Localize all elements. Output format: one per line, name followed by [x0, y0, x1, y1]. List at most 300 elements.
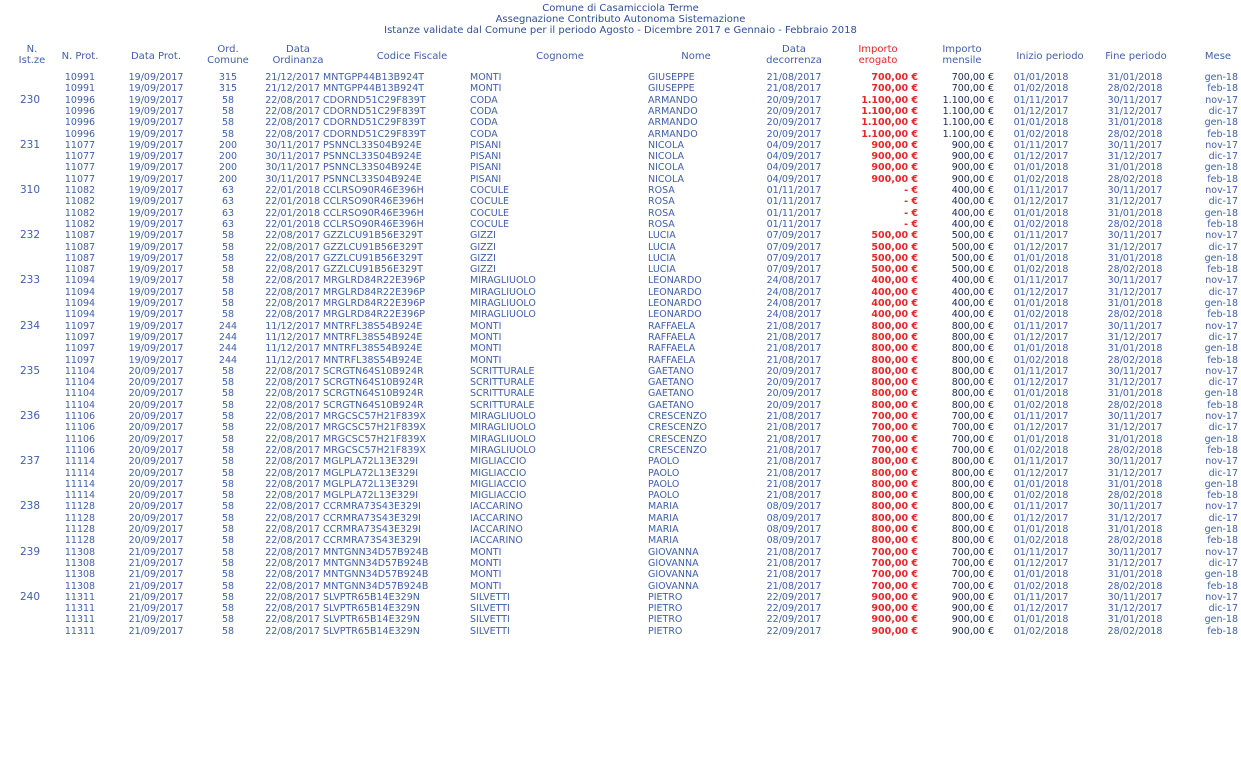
cell-n-prot: 11077: [64, 173, 96, 185]
cell-inizio-periodo: 01/12/2017: [1013, 512, 1069, 524]
cell-importo-mensile: 800,00 €: [951, 320, 994, 332]
cell-fine-periodo: 31/12/2017: [1107, 331, 1163, 343]
cell-inizio-periodo: 01/01/2018: [1013, 298, 1069, 309]
cell-data-ordinanza: 22/08/2017: [265, 433, 320, 445]
cell-cognome: GIZZI: [470, 230, 496, 242]
cell-fine-periodo: 31/01/2018: [1107, 252, 1163, 264]
cell-nome: RAFFAELA: [648, 343, 696, 355]
table-row: [0, 117, 1241, 128]
table-header: [0, 44, 1241, 72]
cell-n-istanza: 240: [19, 590, 41, 603]
cell-importo-erogato: 700,00 €: [871, 546, 918, 558]
cell-data-prot: 20/09/2017: [128, 377, 184, 389]
header-data-decorrenza-line2: decorrenza: [766, 55, 822, 66]
table-row: [0, 309, 1241, 320]
cell-data-prot: 20/09/2017: [128, 444, 184, 456]
cell-n-istanza: 232: [19, 229, 41, 242]
cell-n-prot: 10996: [64, 128, 96, 140]
cell-fine-periodo: 31/01/2018: [1107, 433, 1163, 445]
cell-cognome: MIRAGLIUOLO: [470, 298, 536, 309]
cell-codice-fiscale: PSNNCL33S04B924E: [323, 139, 422, 151]
cell-ord-comune: 63: [221, 207, 235, 219]
cell-ord-comune: 63: [221, 196, 235, 208]
cell-nome: CRESCENZO: [648, 411, 707, 422]
cell-inizio-periodo: 01/12/2017: [1013, 286, 1069, 298]
cell-ord-comune: 63: [221, 218, 235, 230]
cell-importo-erogato: 800,00 €: [871, 490, 918, 502]
cell-codice-fiscale: SLVPTR65B14E329N: [323, 591, 420, 603]
table-row: [0, 140, 1241, 151]
cell-cognome: MONTI: [470, 72, 502, 83]
cell-ord-comune: 200: [218, 151, 238, 163]
cell-importo-mensile: 700,00 €: [951, 422, 994, 434]
table-row: [0, 230, 1241, 241]
cell-codice-fiscale: MRGLRD84R22E396P: [323, 298, 426, 309]
cell-data-decorrenza: 21/08/2017: [766, 580, 822, 592]
cell-nome: GIOVANNA: [648, 569, 699, 581]
cell-codice-fiscale: MNTRFL38S54B924E: [323, 354, 423, 366]
cell-mese: feb-18: [1207, 173, 1238, 185]
cell-ord-comune: 58: [221, 298, 235, 309]
cell-data-ordinanza: 22/08/2017: [265, 241, 320, 253]
cell-fine-periodo: 28/02/2018: [1107, 309, 1163, 321]
cell-n-prot: 11082: [64, 185, 96, 196]
header-n-istanze-line2: Ist.ze: [18, 55, 46, 66]
cell-codice-fiscale: MNTGPP44B13B924T: [323, 83, 425, 95]
cell-codice-fiscale: SCRGTN64S10B924R: [323, 388, 424, 400]
table-row: [0, 264, 1241, 275]
cell-inizio-periodo: 01/02/2018: [1013, 354, 1069, 366]
cell-data-prot: 19/09/2017: [128, 207, 184, 219]
cell-data-ordinanza: 22/08/2017: [265, 490, 320, 502]
cell-codice-fiscale: MRGLRD84R22E396P: [323, 275, 426, 287]
header-ord-comune-line2: Comune: [207, 55, 249, 66]
cell-ord-comune: 58: [221, 467, 235, 479]
cell-importo-mensile: 800,00 €: [951, 501, 994, 513]
cell-data-decorrenza: 21/08/2017: [766, 456, 822, 468]
cell-fine-periodo: 28/02/2018: [1107, 580, 1163, 592]
cell-ord-comune: 58: [221, 444, 235, 456]
header-fine-periodo: Fine periodo: [1105, 51, 1167, 62]
cell-data-decorrenza: 20/09/2017: [766, 94, 822, 106]
cell-importo-erogato: 900,00 €: [871, 151, 918, 163]
cell-codice-fiscale: MRGLRD84R22E396P: [323, 286, 426, 298]
cell-nome: RAFFAELA: [648, 331, 696, 343]
cell-data-decorrenza: 24/08/2017: [766, 286, 822, 298]
cell-ord-comune: 58: [221, 388, 235, 400]
cell-inizio-periodo: 01/01/2018: [1013, 614, 1069, 626]
cell-nome: PAOLO: [648, 478, 680, 490]
cell-nome: LEONARDO: [648, 309, 702, 321]
cell-n-prot: 11094: [64, 286, 96, 298]
cell-n-prot: 11087: [64, 241, 96, 253]
cell-mese: feb-18: [1207, 625, 1238, 637]
cell-data-prot: 19/09/2017: [128, 151, 184, 163]
table-row: [0, 219, 1241, 230]
cell-importo-erogato: - €: [904, 185, 918, 196]
cell-inizio-periodo: 01/01/2018: [1013, 207, 1069, 219]
cell-n-prot: 11308: [64, 580, 96, 592]
cell-n-prot: 11077: [64, 151, 96, 163]
cell-cognome: CODA: [470, 105, 498, 117]
cell-data-decorrenza: 21/08/2017: [766, 490, 822, 502]
cell-nome: NICOLA: [648, 151, 685, 163]
cell-data-ordinanza: 22/08/2017: [265, 512, 320, 524]
cell-ord-comune: 58: [221, 264, 235, 276]
cell-n-prot: 11087: [64, 264, 96, 276]
table-row: [0, 581, 1241, 592]
cell-n-prot: 11087: [64, 230, 96, 242]
cell-importo-erogato: 1.100,00 €: [861, 105, 918, 117]
table-row: [0, 321, 1241, 332]
cell-data-decorrenza: 08/09/2017: [766, 535, 822, 547]
cell-inizio-periodo: 01/11/2017: [1013, 411, 1069, 422]
cell-inizio-periodo: 01/11/2017: [1013, 94, 1069, 106]
cell-data-prot: 21/09/2017: [128, 569, 184, 581]
cell-cognome: MIRAGLIUOLO: [470, 275, 536, 287]
cell-codice-fiscale: CCLRSO90R46E396H: [323, 207, 424, 219]
cell-inizio-periodo: 01/11/2017: [1013, 501, 1069, 513]
cell-nome: PIETRO: [648, 591, 683, 603]
cell-cognome: MONTI: [470, 320, 502, 332]
cell-n-prot: 11311: [64, 614, 96, 626]
cell-importo-mensile: 700,00 €: [951, 569, 994, 581]
cell-fine-periodo: 30/11/2017: [1107, 591, 1163, 603]
cell-n-prot: 11087: [64, 252, 96, 264]
table-row: [0, 388, 1241, 399]
cell-data-ordinanza: 22/08/2017: [265, 377, 320, 389]
cell-importo-erogato: 700,00 €: [871, 422, 918, 434]
cell-mese: gen-18: [1204, 614, 1238, 626]
cell-codice-fiscale: MNTGNN34D57B924B: [323, 569, 429, 581]
table-row: [0, 242, 1241, 253]
cell-fine-periodo: 31/01/2018: [1107, 117, 1163, 129]
cell-mese: dic-17: [1208, 557, 1238, 569]
cell-codice-fiscale: SCRGTN64S10B924R: [323, 399, 424, 411]
table-row: [0, 196, 1241, 207]
cell-inizio-periodo: 01/02/2018: [1013, 83, 1069, 95]
cell-codice-fiscale: SLVPTR65B14E329N: [323, 614, 420, 626]
table-row: [0, 501, 1241, 512]
cell-ord-comune: 58: [221, 399, 235, 411]
cell-data-prot: 19/09/2017: [128, 72, 184, 83]
cell-data-ordinanza: 22/01/2018: [265, 185, 320, 196]
table-row: [0, 72, 1241, 83]
cell-inizio-periodo: 01/11/2017: [1013, 275, 1069, 287]
cell-cognome: MONTI: [470, 354, 502, 366]
cell-fine-periodo: 31/01/2018: [1107, 162, 1163, 174]
cell-importo-erogato: 800,00 €: [871, 535, 918, 547]
cell-importo-mensile: 800,00 €: [951, 524, 994, 535]
table-row: [0, 208, 1241, 219]
cell-data-decorrenza: 21/08/2017: [766, 422, 822, 434]
header-codice-fiscale: Codice Fiscale: [376, 51, 448, 62]
table-row: [0, 547, 1241, 558]
cell-importo-mensile: 700,00 €: [951, 433, 994, 445]
cell-mese: feb-18: [1207, 309, 1238, 321]
cell-mese: nov-17: [1205, 94, 1238, 106]
cell-fine-periodo: 30/11/2017: [1107, 546, 1163, 558]
cell-cognome: COCULE: [470, 196, 509, 208]
report-title-block: [0, 3, 1241, 36]
cell-importo-mensile: 800,00 €: [951, 535, 994, 547]
cell-data-prot: 19/09/2017: [128, 286, 184, 298]
cell-ord-comune: 63: [221, 185, 235, 196]
cell-n-istanza: 234: [19, 319, 41, 332]
cell-data-prot: 20/09/2017: [128, 501, 184, 513]
cell-fine-periodo: 30/11/2017: [1107, 320, 1163, 332]
cell-codice-fiscale: CDORND51C29F839T: [323, 94, 426, 106]
cell-data-decorrenza: 21/08/2017: [766, 546, 822, 558]
cell-data-ordinanza: 22/08/2017: [265, 309, 320, 321]
cell-nome: GAETANO: [648, 365, 695, 377]
report-title-subject: Assegnazione Contributo Autonoma Sistemazione: [495, 14, 746, 25]
cell-importo-erogato: 800,00 €: [871, 377, 918, 389]
cell-importo-erogato: 800,00 €: [871, 320, 918, 332]
cell-cognome: CODA: [470, 117, 498, 129]
cell-nome: LUCIA: [648, 241, 676, 253]
cell-cognome: COCULE: [470, 207, 509, 219]
cell-mese: gen-18: [1204, 524, 1238, 535]
cell-data-ordinanza: 22/08/2017: [265, 625, 320, 637]
cell-n-prot: 11082: [64, 218, 96, 230]
cell-nome: CRESCENZO: [648, 422, 707, 434]
table-row: [0, 400, 1241, 411]
table-row: [0, 366, 1241, 377]
cell-importo-mensile: 800,00 €: [951, 399, 994, 411]
cell-fine-periodo: 28/02/2018: [1107, 444, 1163, 456]
cell-inizio-periodo: 01/12/2017: [1013, 422, 1069, 434]
cell-codice-fiscale: SLVPTR65B14E329N: [323, 625, 420, 637]
cell-nome: NICOLA: [648, 173, 685, 185]
cell-inizio-periodo: 01/11/2017: [1013, 591, 1069, 603]
cell-data-decorrenza: 21/08/2017: [766, 557, 822, 569]
cell-importo-erogato: 900,00 €: [871, 162, 918, 174]
header-n-prot: N. Prot.: [61, 51, 99, 62]
header-importo-erogato-line2: erogato: [858, 55, 898, 66]
cell-codice-fiscale: MNTGNN34D57B924B: [323, 557, 429, 569]
cell-data-ordinanza: 22/08/2017: [265, 411, 320, 422]
cell-data-decorrenza: 21/08/2017: [766, 354, 822, 366]
cell-inizio-periodo: 01/12/2017: [1013, 105, 1069, 117]
cell-importo-mensile: 1.100,00 €: [942, 105, 994, 117]
cell-fine-periodo: 28/02/2018: [1107, 535, 1163, 547]
cell-n-prot: 11104: [64, 399, 96, 411]
cell-importo-mensile: 900,00 €: [951, 603, 994, 615]
cell-cognome: MIGLIACCIO: [470, 467, 527, 479]
cell-cognome: SILVETTI: [470, 625, 510, 637]
cell-importo-mensile: 400,00 €: [951, 185, 994, 196]
table-row: [0, 174, 1241, 185]
cell-importo-erogato: 900,00 €: [871, 173, 918, 185]
cell-nome: RAFFAELA: [648, 320, 696, 332]
cell-ord-comune: 58: [221, 490, 235, 502]
cell-ord-comune: 244: [218, 343, 238, 355]
cell-mese: nov-17: [1205, 230, 1238, 242]
cell-mese: gen-18: [1204, 343, 1238, 355]
cell-data-decorrenza: 24/08/2017: [766, 275, 822, 287]
cell-fine-periodo: 28/02/2018: [1107, 264, 1163, 276]
cell-mese: feb-18: [1207, 354, 1238, 366]
cell-importo-mensile: 900,00 €: [951, 151, 994, 163]
cell-cognome: COCULE: [470, 185, 509, 196]
cell-mese: gen-18: [1204, 252, 1238, 264]
table-row: [0, 535, 1241, 546]
cell-importo-mensile: 500,00 €: [951, 241, 994, 253]
cell-n-istanza: 230: [19, 93, 41, 106]
cell-n-istanza: 233: [19, 274, 41, 287]
cell-cognome: MONTI: [470, 569, 502, 581]
cell-importo-erogato: 800,00 €: [871, 501, 918, 513]
cell-importo-erogato: 700,00 €: [871, 557, 918, 569]
cell-data-decorrenza: 21/08/2017: [766, 467, 822, 479]
cell-data-decorrenza: 24/08/2017: [766, 298, 822, 309]
cell-data-prot: 20/09/2017: [128, 422, 184, 434]
cell-data-decorrenza: 20/09/2017: [766, 105, 822, 117]
cell-data-prot: 20/09/2017: [128, 524, 184, 535]
cell-inizio-periodo: 01/11/2017: [1013, 546, 1069, 558]
cell-ord-comune: 58: [221, 512, 235, 524]
header-importo-erogato-line1: Importo: [858, 44, 898, 55]
cell-importo-mensile: 800,00 €: [951, 331, 994, 343]
cell-data-ordinanza: 30/11/2017: [265, 173, 320, 185]
cell-data-prot: 21/09/2017: [128, 625, 184, 637]
cell-fine-periodo: 31/12/2017: [1107, 467, 1163, 479]
cell-data-prot: 19/09/2017: [128, 331, 184, 343]
cell-inizio-periodo: 01/01/2018: [1013, 343, 1069, 355]
cell-nome: CRESCENZO: [648, 444, 707, 456]
cell-data-decorrenza: 20/09/2017: [766, 377, 822, 389]
cell-data-prot: 20/09/2017: [128, 365, 184, 377]
cell-data-prot: 21/09/2017: [128, 557, 184, 569]
cell-fine-periodo: 30/11/2017: [1107, 365, 1163, 377]
cell-inizio-periodo: 01/12/2017: [1013, 467, 1069, 479]
cell-fine-periodo: 31/01/2018: [1107, 569, 1163, 581]
cell-data-ordinanza: 22/08/2017: [265, 399, 320, 411]
cell-mese: feb-18: [1207, 218, 1238, 230]
cell-importo-mensile: 400,00 €: [951, 309, 994, 321]
cell-codice-fiscale: GZZLCU91B56E329T: [323, 252, 423, 264]
cell-nome: GAETANO: [648, 399, 695, 411]
cell-data-ordinanza: 22/08/2017: [265, 422, 320, 434]
cell-n-prot: 11114: [64, 478, 96, 490]
cell-fine-periodo: 28/02/2018: [1107, 625, 1163, 637]
cell-fine-periodo: 31/01/2018: [1107, 388, 1163, 400]
cell-data-decorrenza: 22/09/2017: [766, 614, 822, 626]
cell-importo-erogato: 800,00 €: [871, 399, 918, 411]
table-row: [0, 95, 1241, 106]
cell-nome: ROSA: [648, 185, 675, 196]
cell-n-prot: 11311: [64, 625, 96, 637]
cell-data-decorrenza: 04/09/2017: [766, 162, 822, 174]
cell-cognome: MIGLIACCIO: [470, 456, 527, 468]
cell-nome: GIUSEPPE: [648, 83, 695, 95]
cell-codice-fiscale: MNTGNN34D57B924B: [323, 546, 429, 558]
cell-importo-mensile: 800,00 €: [951, 456, 994, 468]
cell-importo-mensile: 700,00 €: [951, 546, 994, 558]
cell-data-ordinanza: 22/08/2017: [265, 128, 320, 140]
cell-nome: MARIA: [648, 535, 679, 547]
cell-codice-fiscale: MNTRFL38S54B924E: [323, 331, 423, 343]
table-row: [0, 162, 1241, 173]
cell-data-ordinanza: 30/11/2017: [265, 151, 320, 163]
table-row: [0, 355, 1241, 366]
cell-importo-erogato: - €: [904, 207, 918, 219]
cell-fine-periodo: 30/11/2017: [1107, 94, 1163, 106]
cell-nome: RAFFAELA: [648, 354, 696, 366]
cell-data-decorrenza: 07/09/2017: [766, 252, 822, 264]
header-importo-mensile: [930, 44, 994, 66]
cell-nome: LUCIA: [648, 230, 676, 242]
cell-inizio-periodo: 01/02/2018: [1013, 580, 1069, 592]
cell-inizio-periodo: 01/02/2018: [1013, 625, 1069, 637]
cell-data-decorrenza: 20/09/2017: [766, 117, 822, 129]
cell-data-ordinanza: 30/11/2017: [265, 139, 320, 151]
cell-data-ordinanza: 22/08/2017: [265, 478, 320, 490]
cell-nome: CRESCENZO: [648, 433, 707, 445]
table-row: [0, 411, 1241, 422]
cell-data-ordinanza: 22/08/2017: [265, 603, 320, 615]
cell-data-prot: 20/09/2017: [128, 433, 184, 445]
cell-data-prot: 19/09/2017: [128, 343, 184, 355]
cell-data-ordinanza: 11/12/2017: [265, 320, 320, 332]
cell-cognome: PISANI: [470, 162, 502, 174]
cell-ord-comune: 58: [221, 614, 235, 626]
cell-importo-erogato: 900,00 €: [871, 614, 918, 626]
cell-n-prot: 10996: [64, 117, 96, 129]
cell-importo-erogato: 1.100,00 €: [861, 94, 918, 106]
cell-importo-erogato: 700,00 €: [871, 569, 918, 581]
cell-cognome: SILVETTI: [470, 603, 510, 615]
cell-ord-comune: 58: [221, 603, 235, 615]
cell-mese: gen-18: [1204, 117, 1238, 129]
cell-cognome: MIRAGLIUOLO: [470, 309, 536, 321]
cell-importo-erogato: 900,00 €: [871, 139, 918, 151]
cell-importo-erogato: 800,00 €: [871, 331, 918, 343]
cell-codice-fiscale: MGLPLA72L13E329I: [323, 456, 418, 468]
cell-n-prot: 11128: [64, 501, 96, 513]
cell-data-prot: 19/09/2017: [128, 83, 184, 95]
table-row: [0, 626, 1241, 637]
cell-cognome: MONTI: [470, 557, 502, 569]
cell-n-prot: 11308: [64, 569, 96, 581]
cell-inizio-periodo: 01/01/2018: [1013, 524, 1069, 535]
cell-nome: ARMANDO: [648, 128, 698, 140]
cell-nome: MARIA: [648, 524, 679, 535]
cell-cognome: CODA: [470, 94, 498, 106]
cell-nome: GIOVANNA: [648, 546, 699, 558]
cell-cognome: GIZZI: [470, 241, 496, 253]
cell-importo-mensile: 800,00 €: [951, 343, 994, 355]
cell-fine-periodo: 28/02/2018: [1107, 128, 1163, 140]
cell-nome: PIETRO: [648, 625, 683, 637]
cell-data-prot: 19/09/2017: [128, 230, 184, 242]
cell-codice-fiscale: GZZLCU91B56E329T: [323, 230, 423, 242]
cell-data-ordinanza: 21/12/2017: [265, 72, 320, 83]
cell-importo-mensile: 1.100,00 €: [942, 94, 994, 106]
cell-codice-fiscale: PSNNCL33S04B924E: [323, 151, 422, 163]
cell-inizio-periodo: 01/02/2018: [1013, 399, 1069, 411]
cell-inizio-periodo: 01/12/2017: [1013, 603, 1069, 615]
cell-ord-comune: 200: [218, 162, 238, 174]
header-data-prot: Data Prot.: [130, 51, 182, 62]
cell-inizio-periodo: 01/01/2018: [1013, 569, 1069, 581]
cell-data-ordinanza: 22/08/2017: [265, 117, 320, 129]
cell-codice-fiscale: CCRMRA73S43E329I: [323, 535, 421, 547]
cell-importo-mensile: 500,00 €: [951, 252, 994, 264]
table-row: [0, 434, 1241, 445]
cell-fine-periodo: 31/12/2017: [1107, 286, 1163, 298]
